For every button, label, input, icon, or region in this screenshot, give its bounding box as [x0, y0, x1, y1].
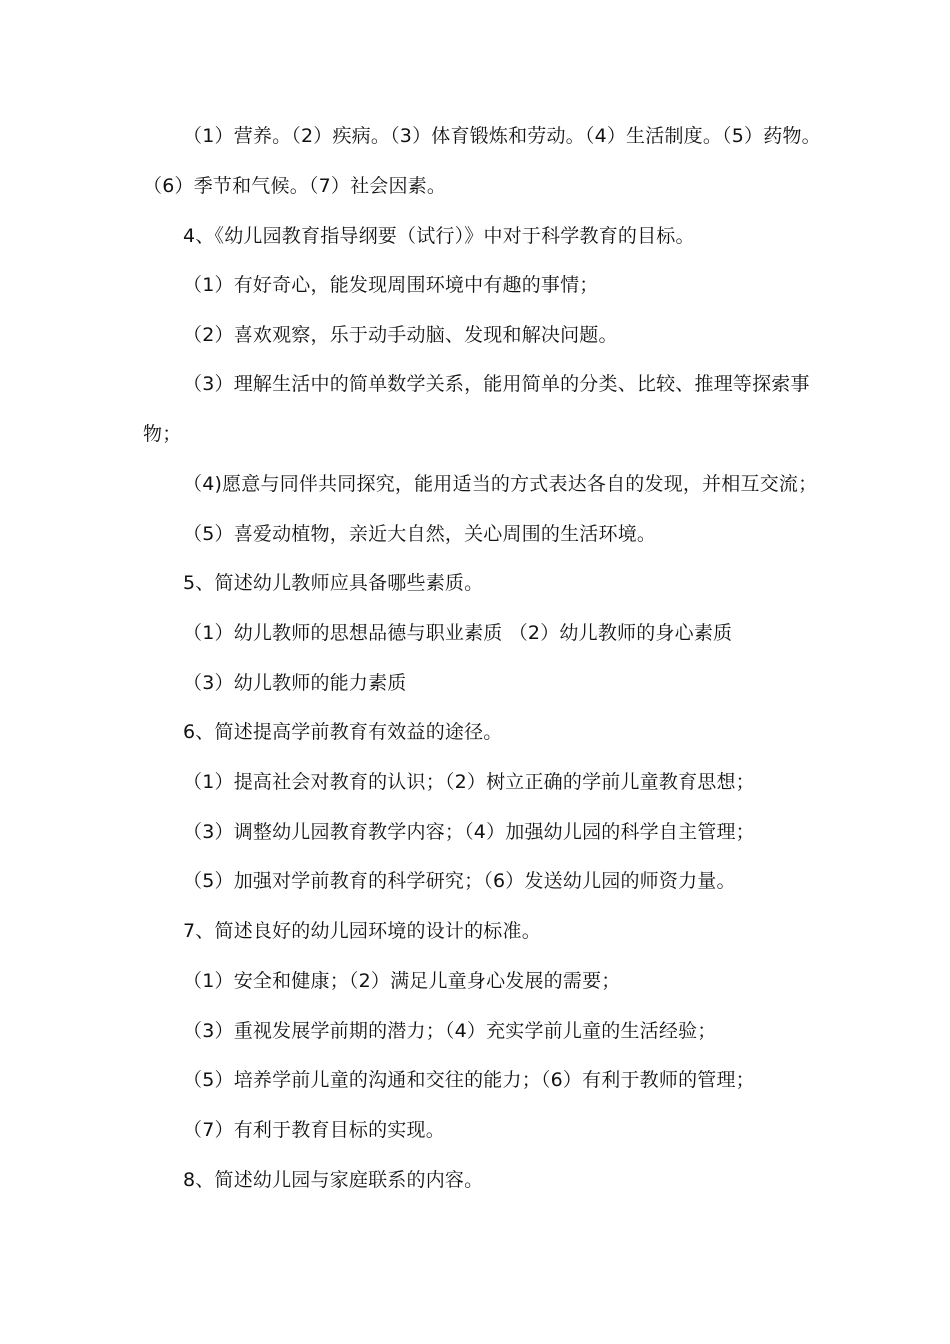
- list-item: （5）喜爱动植物，亲近大自然，关心周围的生活环境。: [183, 523, 657, 545]
- list-item: （5）加强对学前教育的科学研究；（6）发送幼儿园的师资力量。: [183, 870, 736, 892]
- list-item: （3）调整幼儿园教育教学内容；（4）加强幼儿园的科学自主管理；: [183, 821, 755, 843]
- list-item: （1）安全和健康；（2）满足儿童身心发展的需要；: [183, 970, 621, 992]
- list-item: （3）幼儿教师的能力素质: [183, 672, 407, 694]
- text-line-health-factors-2: （6）季节和气候。（7）社会因素。: [143, 175, 447, 197]
- list-item: （1）提高社会对教育的认识；（2）树立正确的学前儿童教育思想；: [183, 771, 755, 793]
- list-item: （1）幼儿教师的思想品德与职业素质 （2）幼儿教师的身心素质: [183, 622, 733, 644]
- list-item: （2）喜欢观察，乐于动手动脑、发现和解决问题。: [183, 324, 618, 346]
- list-item: （3）重视发展学前期的潜力；（4）充实学前儿童的生活经验；: [183, 1020, 717, 1042]
- list-item-continuation: 物；: [143, 423, 182, 445]
- list-item: （3）理解生活中的简单数学关系，能用简单的分类、比较、推理等探索事: [183, 373, 810, 395]
- list-item: （4)愿意与同伴共同探究，能用适当的方式表达各自的发现，并相互交流；: [183, 473, 818, 495]
- text-line-health-factors-1: （1）营养。（2）疾病。（3）体育锻炼和劳动。（4）生活制度。（5）药物。: [183, 125, 821, 147]
- heading-question-4: 4、《幼儿园教育指导纲要（试行）》中对于科学教育的目标。: [183, 225, 695, 247]
- list-item: （7）有利于教育目标的实现。: [183, 1119, 445, 1141]
- heading-question-8: 8、简述幼儿园与家庭联系的内容。: [183, 1169, 484, 1191]
- heading-question-5: 5、简述幼儿教师应具备哪些素质。: [183, 572, 484, 594]
- heading-question-7: 7、简述良好的幼儿园环境的设计的标准。: [183, 920, 541, 942]
- heading-question-6: 6、简述提高学前教育有效益的途径。: [183, 721, 503, 743]
- list-item: （5）培养学前儿童的沟通和交往的能力；（6）有利于教师的管理；: [183, 1069, 755, 1091]
- list-item: （1）有好奇心，能发现周围环境中有趣的事情；: [183, 274, 599, 296]
